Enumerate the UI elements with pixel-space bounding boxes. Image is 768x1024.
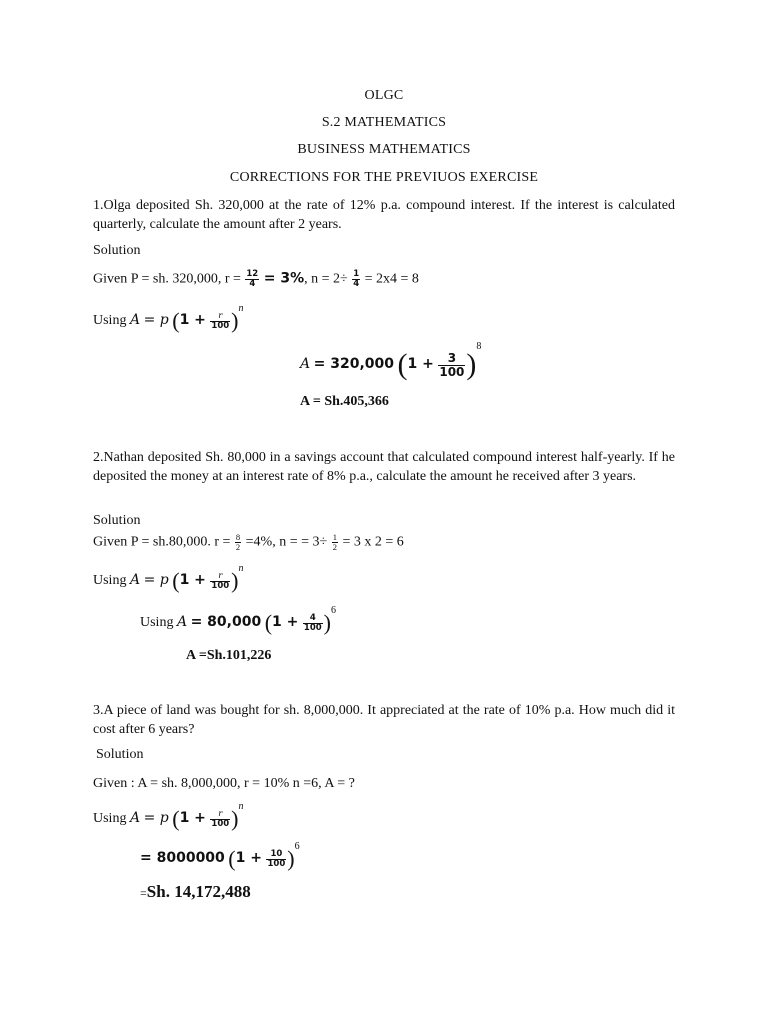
q2-solution-label: Solution <box>93 513 141 528</box>
q1-given: Given P = sh. 320,000, r = $\frac{12}{4}$ = 3%, n = 2÷ $\frac{1}{4}$ = 2x4 = 8 <box>93 269 419 289</box>
q1-answer: A = Sh.405,366 <box>300 394 389 409</box>
q3-given: Given : A = sh. 8,000,000, r = 10% n =6, A = ? <box>93 776 355 791</box>
school-name: OLGC <box>364 88 404 103</box>
q3-answer: =Sh. 14,172,488 <box>140 882 251 901</box>
q3-substitution: = 8000000 (1 + $\frac{10}{100}$ )$^6$ <box>140 840 300 871</box>
class-title: S.2 MATHEMATICS <box>321 115 447 130</box>
q1-substitution: A = 320,000 (1 + $\frac{3}{100}$ )$^8$ <box>300 340 482 381</box>
q1-solution-label: Solution <box>93 243 141 258</box>
question-3: 3.A piece of land was bought for sh. 8,000,000. It appreciated at the rate of 10% p.a. How much did it cost after 6 years? <box>93 703 675 737</box>
q2-formula: Using A = p (1 + $\frac{r}{100}$ )$^n$ <box>93 562 244 593</box>
q2-substitution: Using A = 80,000 (1 + $\frac{4}{100}$ )$^6$ <box>140 604 336 635</box>
q3-formula: Using A = p (1 + $\frac{r}{100}$ )$^n$ <box>93 800 244 831</box>
q2-given: Given P = sh.80,000. r = $\frac{8}{2}$ =4%, n = = 3÷ $\frac{1}{2}$ = 3 x 2 = 6 <box>93 532 404 552</box>
topic-title: BUSINESS MATHEMATICS <box>297 142 471 157</box>
q2-answer: A =Sh.101,226 <box>186 648 272 663</box>
q3-solution-label: Solution <box>96 747 144 762</box>
page-title: CORRECTIONS FOR THE PREVIUOS EXERCISE <box>229 170 539 185</box>
q1-formula: Using A = p (1 + $\frac{r}{100}$ )$^n$ <box>93 302 244 333</box>
question-1: 1.Olga deposited Sh. 320,000 at the rate of 12% p.a. compound interest. If the interest is calculated quarterly, calculate the amount after 2 years. <box>93 198 675 232</box>
question-2: 2.Nathan deposited Sh. 80,000 in a savings account that calculated compound interest half-yearly. If he deposited the money at an interest rate of 8% p.a., calculate the amount he received after 3 years. <box>93 450 675 484</box>
